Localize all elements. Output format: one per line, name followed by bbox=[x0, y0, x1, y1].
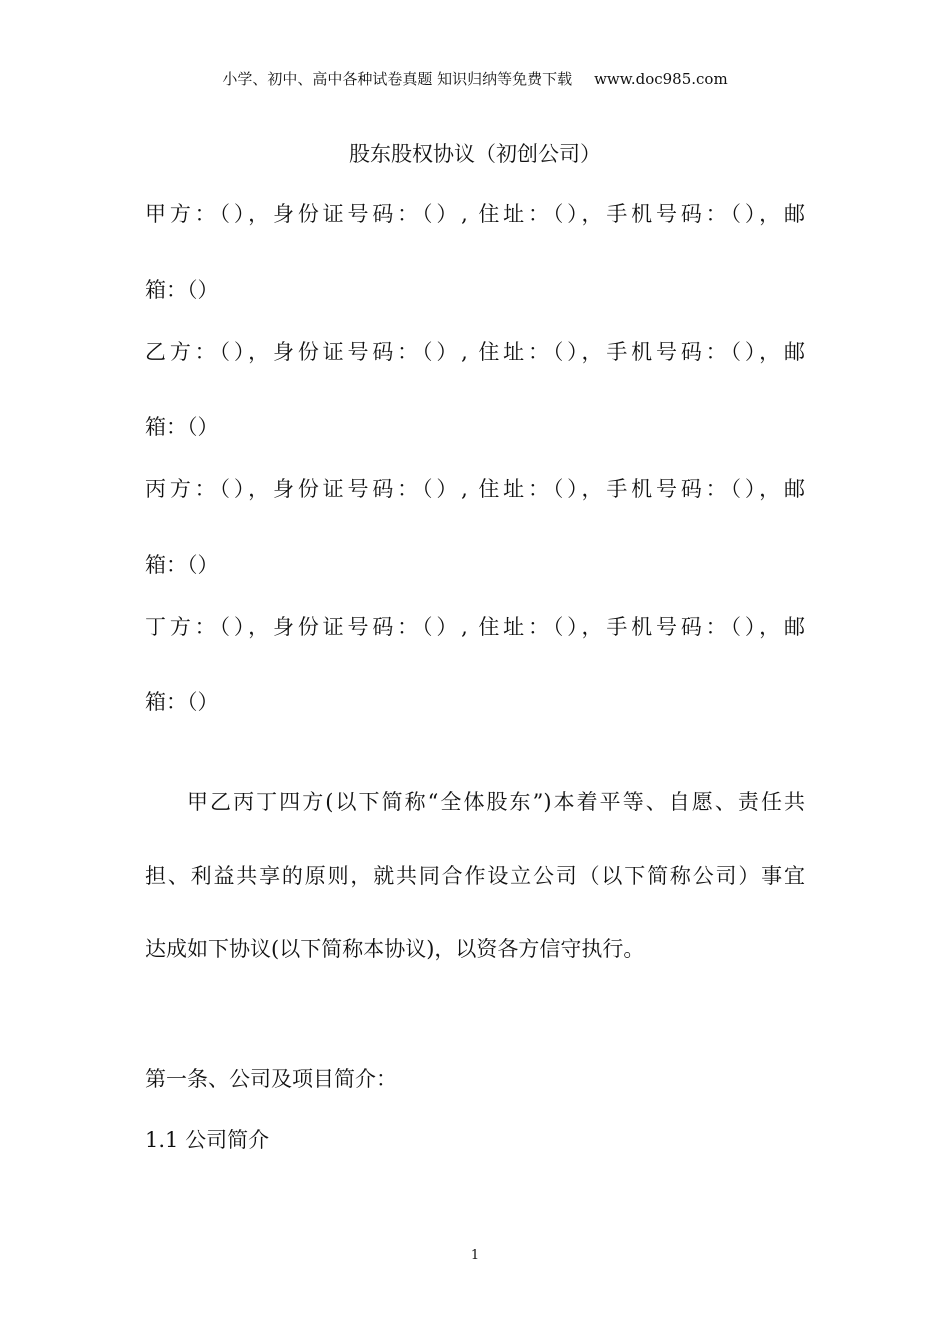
header-url: www.doc985.com bbox=[594, 70, 728, 88]
intro-line1: 甲乙丙丁四方(以下简称“全体股东”)本着平等、自愿、责任共 bbox=[187, 790, 805, 814]
party-d-line1: 丁方：（），身份证号码：（）, 住址：（），手机号码：（），邮 bbox=[145, 615, 805, 639]
page-header bbox=[0, 68, 950, 89]
party-d-line2: 箱：（） bbox=[145, 690, 219, 714]
party-c-line2: 箱：（） bbox=[145, 553, 219, 577]
document-title: 股东股权协议（初创公司） bbox=[349, 142, 601, 166]
header-text: 小学、初中、高中各种试卷真题 知识归纳等免费下载 bbox=[222, 70, 573, 88]
section-heading: 第一条、公司及项目简介： bbox=[145, 1067, 397, 1091]
party-b-line1: 乙方：（），身份证号码：（）, 住址：（），手机号码：（），邮 bbox=[145, 340, 805, 364]
intro-line2: 担、利益共享的原则，就共同合作设立公司（以下简称公司）事宜 bbox=[145, 864, 805, 888]
intro-line3: 达成如下协议(以下简称本协议)，以资各方信守执行。 bbox=[145, 937, 645, 961]
party-b-line2: 箱：（） bbox=[145, 415, 219, 439]
party-a-line1: 甲方：（），身份证号码：（）, 住址：（），手机号码：（），邮 bbox=[145, 202, 805, 226]
party-c-line1: 丙方：（），身份证号码：（）, 住址：（），手机号码：（），邮 bbox=[145, 477, 805, 501]
subsection-heading: 1.1 公司简介 bbox=[145, 1128, 270, 1152]
party-a-line2: 箱：（） bbox=[145, 278, 219, 302]
page-number: 1 bbox=[470, 1248, 480, 1263]
